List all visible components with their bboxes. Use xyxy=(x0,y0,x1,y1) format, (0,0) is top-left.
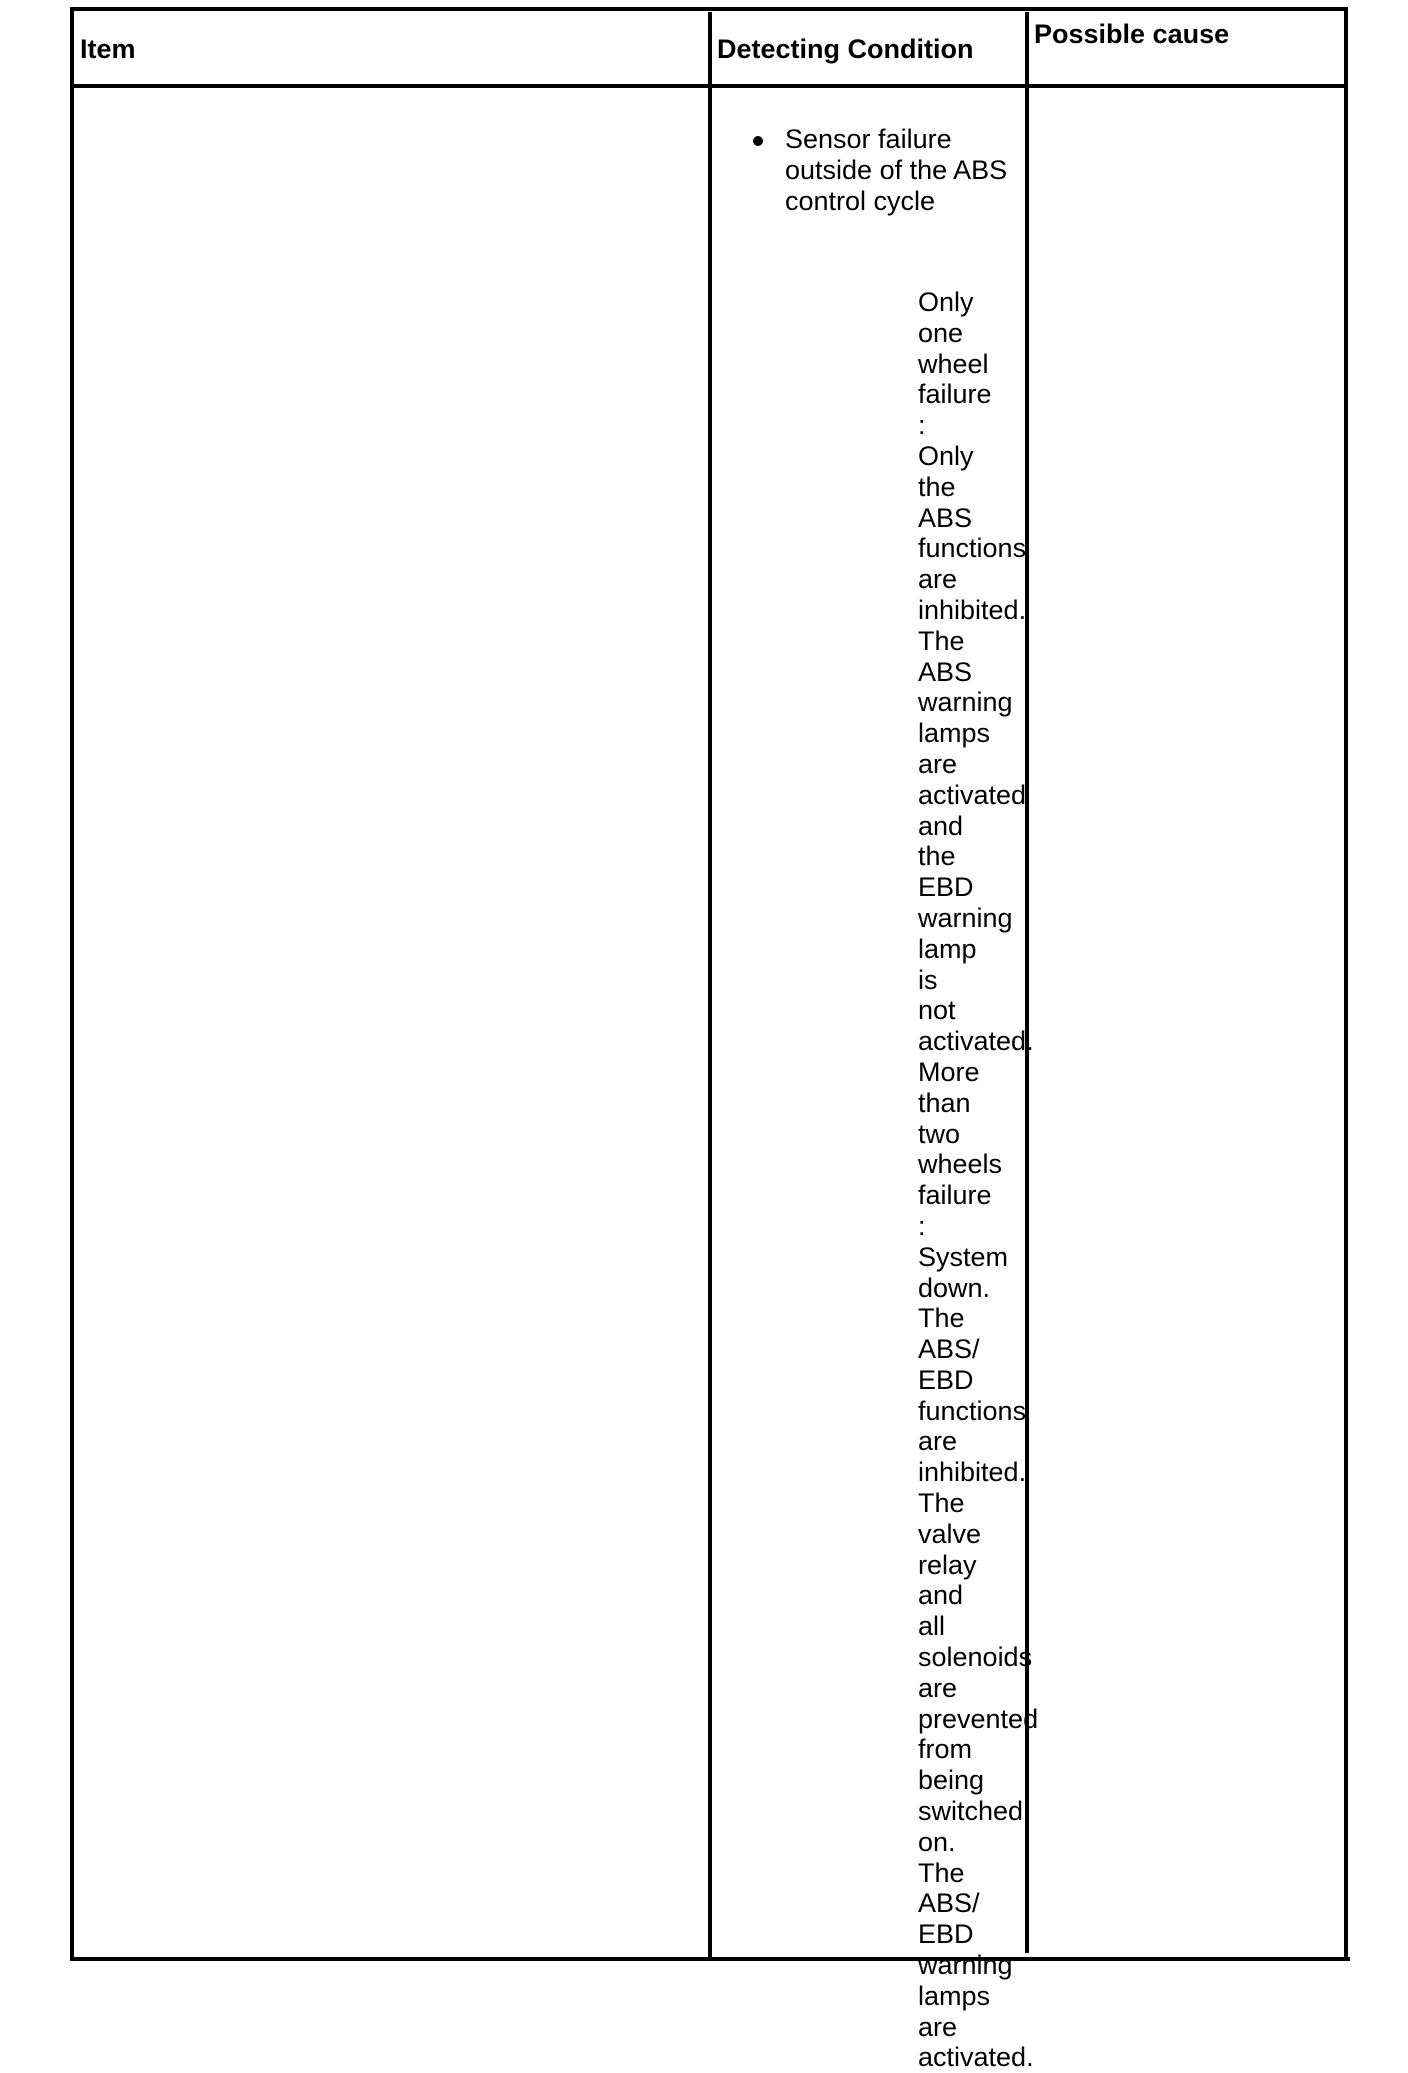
header-detecting-condition: Detecting Condition xyxy=(717,34,974,64)
detecting-condition-detail-cell xyxy=(918,287,1039,2073)
table-left-border xyxy=(70,7,74,1961)
header-item: Item xyxy=(80,34,136,64)
column-divider-item xyxy=(708,12,712,1961)
bullet-icon xyxy=(753,136,763,146)
detecting-condition-bullet: Sensor failure outside of the ABS control cycle xyxy=(785,124,1008,216)
table-right-border xyxy=(1344,7,1348,1961)
header-possible-cause: Possible cause xyxy=(1034,19,1230,49)
table-top-border xyxy=(70,7,1348,11)
detecting-condition-detail: Only one wheel failure : Only the ABS functions are inhibited. The ABS warning lamps are activated and the EBD warning lamp is not activated. More than two wheels failure : System down. The ABS/ EBD functions are inhibited. The valve relay and all solenoids are prevented from being switched on. The ABS/ EBD warning lamps are activated. xyxy=(918,287,1039,2073)
